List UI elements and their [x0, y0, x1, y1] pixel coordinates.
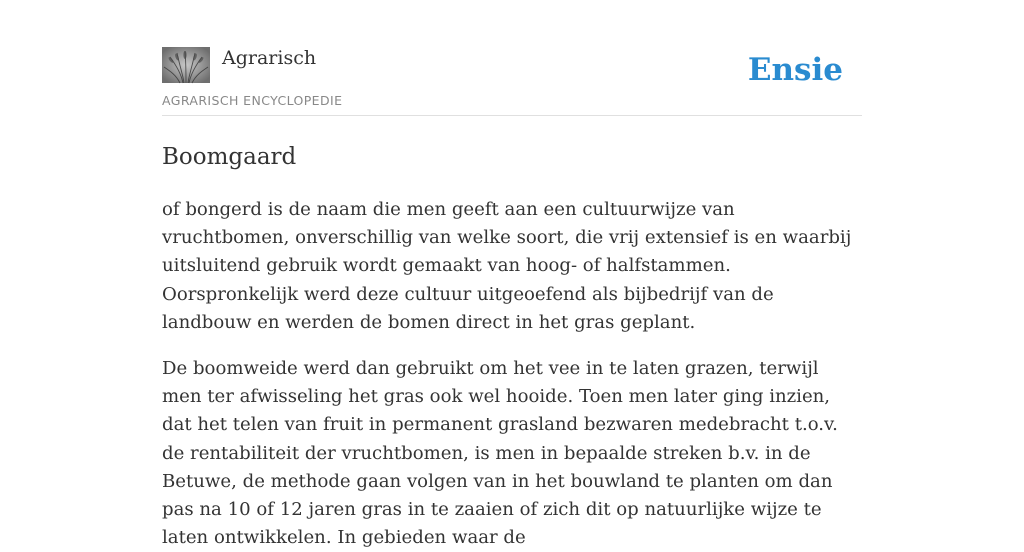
- article-paragraph: De boomweide werd dan gebruikt om het vee in te laten grazen, terwijl men ter afwisseling het gras ook wel hooide. Toen men later ging inzien, dat het telen van fruit in permanent grasland bezwaren medebracht t.o.v. de rentabiliteit der vruchtbomen, is men in bepaalde streken b.v. in de Betuwe, de methode gaan volgen van in het bouwland te planten om dan pas na 10 of 12 jaren gras in te zaaien of zich dit op natuurlijke wijze te laten ontwikkelen. In gebieden waar de: [162, 358, 838, 549]
- article-paragraph: of bongerd is de naam die men geeft aan een cultuurwijze van vruchtbomen, onverschillig van welke soort, die vrij extensief is en waarbij uitsluitend gebruik wordt gemaakt van hoog- of halfstammen. Oorspronkelijk werd deze cultuur uitgeoefend als bijbedrijf van de landbouw en werden de bomen direct in het gras geplant.: [162, 199, 852, 333]
- source-subtitle: AGRARISCH ENCYCLOPEDIE: [162, 93, 343, 108]
- header: [162, 0, 862, 116]
- wheat-logo-icon[interactable]: [162, 47, 210, 83]
- article-container: [162, 0, 862, 552]
- brand-logo[interactable]: Ensie: [747, 52, 843, 88]
- article-title: Boomgaard: [162, 144, 297, 170]
- source-name[interactable]: Agrarisch: [222, 47, 317, 69]
